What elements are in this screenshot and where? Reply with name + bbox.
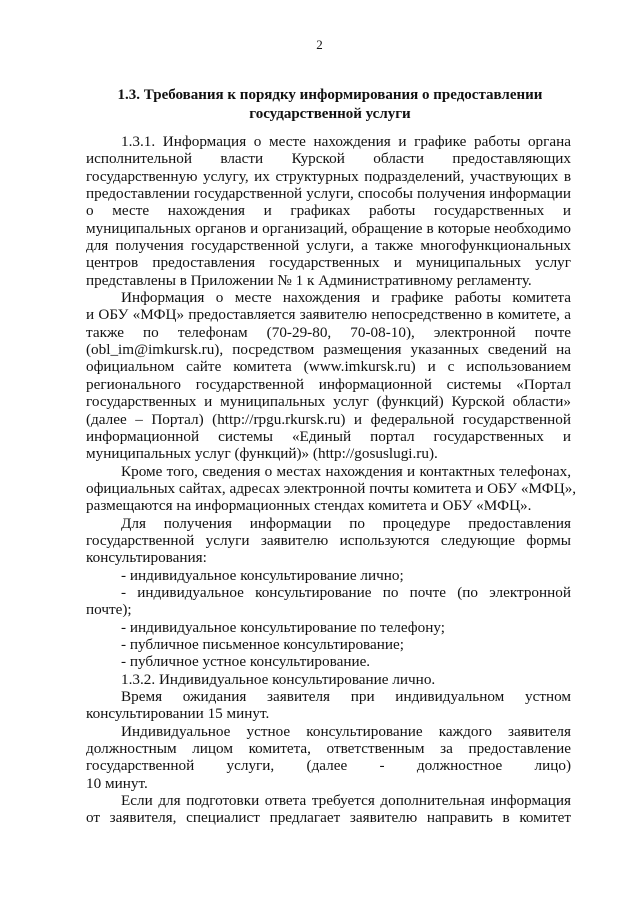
text-line: центров предоставления государственных и муниципальных услуг [86, 254, 571, 272]
text-line: регионального государственной информационной системы «Портал [86, 375, 571, 393]
text-line: для получения государственной услуги, а также многофункциональных [86, 237, 571, 255]
text-line: Кроме того, сведения о местах нахождения и контактных телефонах, [121, 462, 571, 480]
text-line: консультирования: [86, 549, 207, 567]
text-line: - индивидуальное консультирование по телефону; [121, 618, 445, 636]
text-line: должностным лицом комитета, ответственным за предоставление [86, 740, 571, 758]
text-line: (далее – Портал) (http://rpgu.rkursk.ru) и федеральной государственной [86, 410, 571, 428]
text-line: Если для подготовки ответа требуется дополнительная информация [121, 792, 571, 810]
text-line: информационной системы «Единый портал государственных и [86, 427, 571, 445]
text-line: размещаются на информационных стендах комитета и ОБУ «МФЦ». [86, 497, 532, 515]
text-line: официальных сайтах, адресах электронной почты комитета и ОБУ «МФЦ», [86, 479, 577, 497]
text-line: предоставлении государственной услуги, способы получения информации [86, 185, 571, 203]
text-line: о месте нахождения и графиках работы государственных и [86, 202, 571, 220]
text-line: муниципальных органов и организаций, обращение в которые необходимо [86, 219, 571, 237]
text-line: - публичное устное консультирование. [121, 653, 371, 671]
text-line: официальном сайте комитета (www.imkursk.ru) и с использованием [86, 358, 571, 376]
section-heading: 1.3. Требования к порядку информирования о предоставлении государственной услуги [117, 87, 543, 122]
text-line: 1.3.1. Информация о месте нахождения и графике работы органа [121, 133, 571, 150]
text-line: государственных и муниципальных услуг (функций) Курской области» [86, 393, 571, 411]
text-line: муниципальных услуг (функций)» (http://gosuslugi.ru). [86, 445, 438, 463]
text-line: 1.3.2. Индивидуальное консультирование лично. [121, 670, 436, 688]
text-line: консультировании 15 минут. [86, 705, 270, 723]
text-line: представлены в Приложении № 1 к Административному регламенту. [86, 271, 532, 289]
text-line: также по телефонам (70-29-80, 70-08-10), электронной почте [86, 323, 571, 341]
text-line: 10 минут. [86, 774, 148, 792]
text-line: - индивидуальное консультирование лично; [121, 566, 404, 584]
text-line: государственной услуги заявителю используются следующие формы [86, 531, 571, 549]
page-number: 2 [316, 37, 323, 52]
text-line: Для получения информации по процедуре предоставления [121, 514, 571, 532]
text-line: Индивидуальное устное консультирование каждого заявителя [121, 722, 571, 740]
text-line: Время ожидания заявителя при индивидуальном устном [121, 688, 571, 705]
body-text [86, 133, 577, 827]
text-line: почте); [86, 601, 132, 619]
text-line: Информация о месте нахождения и графике работы комитета [121, 289, 571, 307]
text-line: государственную услугу, их структурных подразделений, участвующих в [86, 167, 571, 185]
text-line: государственной услуги, (далее - должностное лицо) [86, 757, 571, 775]
text-line: и ОБУ «МФЦ» предоставляется заявителю непосредственно в комитете, а [86, 306, 571, 324]
text-line: - публичное письменное консультирование; [121, 635, 404, 653]
text-line: (obl_im@imkursk.ru), посредством размещения указанных сведений на [86, 341, 571, 359]
text-line: - индивидуальное консультирование по почте (по электронной [121, 583, 571, 601]
text-line: исполнительной власти Курской области предоставляющих [86, 150, 571, 168]
text-line: от заявителя, специалист предлагает заявителю направить в комитет [86, 809, 571, 827]
